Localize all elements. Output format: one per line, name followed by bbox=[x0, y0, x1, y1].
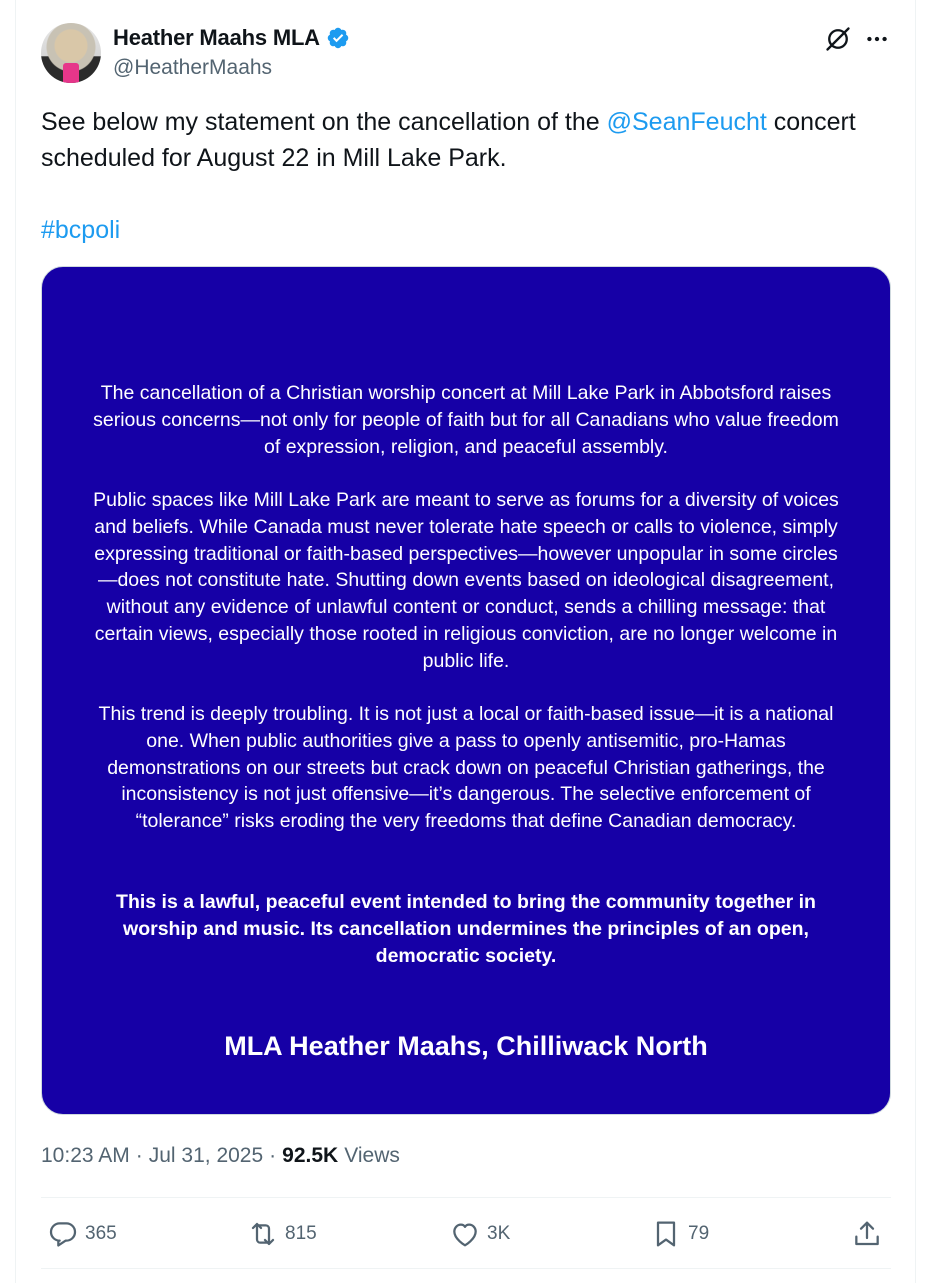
heart-icon bbox=[449, 1218, 481, 1250]
author-name-row[interactable] bbox=[113, 24, 350, 52]
author-handle[interactable]: @HeatherMaahs bbox=[113, 56, 273, 79]
author-name[interactable]: Heather Maahs MLA bbox=[113, 25, 320, 50]
statement-paragraph-1: The cancellation of a Christian worship concert at Mill Lake Park in Abbotsford raises serious concerns—not only for people of faith but for all Canadians who value freedom of expression, religion, and peaceful assembly. bbox=[93, 382, 839, 458]
divider-top bbox=[41, 1197, 891, 1198]
meta-separator: · bbox=[135, 1144, 143, 1167]
repost-count: 815 bbox=[285, 1223, 317, 1244]
repost-icon bbox=[247, 1218, 279, 1250]
like-button[interactable] bbox=[449, 1212, 510, 1256]
reply-button[interactable] bbox=[47, 1212, 117, 1256]
avatar[interactable] bbox=[41, 23, 101, 83]
statement-image[interactable] bbox=[41, 266, 891, 1115]
grok-button[interactable] bbox=[823, 24, 853, 54]
share-button[interactable] bbox=[851, 1212, 883, 1256]
mention-link[interactable]: @SeanFeucht bbox=[606, 108, 767, 136]
more-icon bbox=[864, 26, 890, 52]
reply-count: 365 bbox=[85, 1223, 117, 1244]
bookmark-icon bbox=[650, 1218, 682, 1250]
meta-separator-2: · bbox=[269, 1144, 277, 1167]
verified-badge-icon[interactable] bbox=[326, 26, 350, 50]
tweet-text-after: concert scheduled for August 22 in Mill Lake Park. bbox=[41, 108, 856, 172]
views-count: 92.5K bbox=[282, 1144, 339, 1167]
divider-bottom bbox=[41, 1268, 891, 1269]
tweet-meta bbox=[41, 1141, 400, 1171]
hashtag-link[interactable]: #bcpoli bbox=[41, 216, 121, 244]
statement-paragraph-3: This trend is deeply troubling. It is not just a local or faith-based issue—it is a national one. When public authorities give a pass to openly antisemitic, pro-Hamas demonstrations on our streets but crack down on peaceful Christian gatherings, the inconsistency is not just offensive—it’s dangerous. The selective enforcement of “tolerance” risks eroding the very freedoms that define Canadian democracy. bbox=[98, 703, 834, 833]
reply-icon bbox=[47, 1218, 79, 1250]
views-label: Views bbox=[344, 1144, 400, 1167]
statement-paragraph-2: Public spaces like Mill Lake Park are meant to serve as forums for a diversity of voices and beliefs. While Canada must never tolerate hate speech or calls to violence, simply expressing traditional or faith-based perspectives—however unpopular in some circles—does not constitute hate. Shutting down events based on ideological disagreement, without any evidence of unlawful content or conduct, sends a chilling message: that certain views, especially those rooted in religious conviction, are no longer welcome in public life. bbox=[93, 489, 839, 672]
tweet-date[interactable]: Jul 31, 2025 bbox=[148, 1144, 264, 1167]
like-count: 3K bbox=[487, 1223, 511, 1244]
tweet-text bbox=[41, 104, 881, 176]
avatar-shirt bbox=[63, 63, 79, 83]
tweet-time[interactable]: 10:23 AM bbox=[41, 1144, 130, 1167]
action-bar bbox=[41, 1212, 891, 1256]
more-options-button[interactable] bbox=[862, 24, 892, 54]
repost-button[interactable] bbox=[247, 1212, 317, 1256]
statement-paragraph-4: This is a lawful, peaceful event intended to bring the community together in worship and music. Its cancellation undermines the principles of an open, democratic society. bbox=[116, 891, 816, 967]
bookmark-count: 79 bbox=[688, 1223, 710, 1244]
tweet-text-before: See below my statement on the cancellation of the bbox=[41, 108, 607, 136]
bookmark-button[interactable] bbox=[650, 1212, 709, 1256]
share-icon bbox=[851, 1218, 883, 1250]
statement-signature: MLA Heather Maahs, Chilliwack North bbox=[224, 1031, 708, 1061]
grok-icon bbox=[824, 25, 852, 53]
